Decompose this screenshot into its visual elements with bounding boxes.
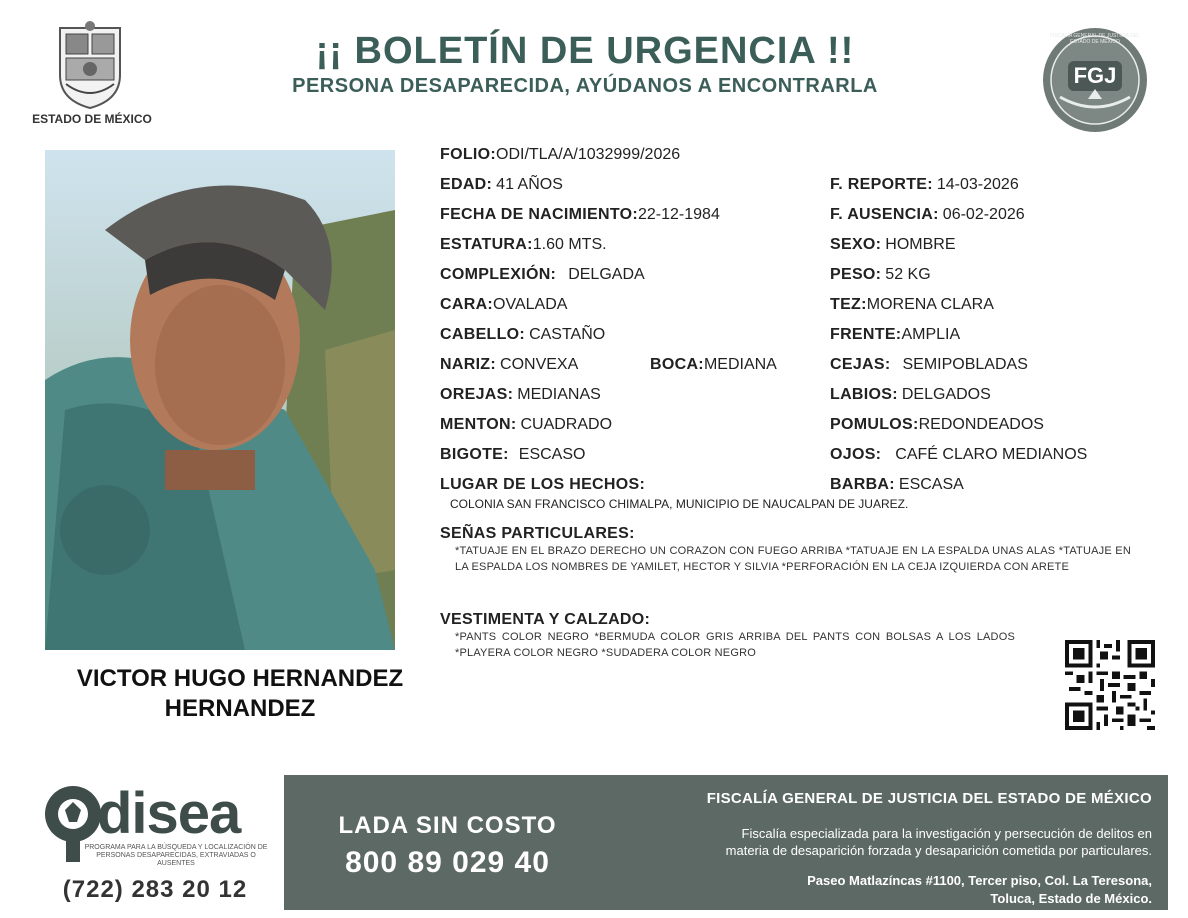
field-label: CEJAS:	[830, 356, 891, 373]
field-value: 06-02-2026	[942, 206, 1025, 223]
field-labios	[830, 385, 991, 405]
field-value: SEMIPOBLADAS	[902, 356, 1028, 373]
field-value: DELGADOS	[901, 386, 991, 403]
field-value: DELGADA	[568, 266, 645, 283]
fgj-logo-text: FGJ	[1073, 63, 1117, 88]
odisea-wordmark: disea	[97, 781, 241, 846]
estado-de-mexico-coat-of-arms	[50, 20, 130, 110]
odisea-phone[interactable]: (722) 283 20 12	[62, 876, 248, 903]
field-value: ODI/TLA/A/1032999/2026	[496, 146, 681, 163]
field-value: 52 KG	[885, 266, 931, 283]
field-label: OJOS:	[830, 446, 882, 463]
field-label: FRENTE:	[830, 326, 902, 343]
field-label: FECHA DE NACIMIENTO:	[440, 206, 638, 223]
field-barba	[830, 475, 964, 495]
field-value: MEDIANA	[703, 356, 777, 373]
field-cara	[440, 295, 567, 315]
field-cabello	[440, 325, 605, 345]
field-value: MEDIANAS	[517, 386, 601, 403]
field-label: LABIOS:	[830, 386, 898, 403]
fgj-logo-ring-text: FISCALÍA GENERAL DE JUSTICIA DEL ESTADO DE MÉXICO	[1050, 33, 1140, 45]
field-value: OVALADA	[493, 296, 568, 313]
field-label: BIGOTE:	[440, 446, 509, 463]
field-label: ESTATURA:	[440, 236, 533, 253]
field-lugar-value: COLONIA SAN FRANCISCO CHIMALPA, MUNICIPIO DE NAUCALPAN DE JUAREZ.	[450, 497, 909, 511]
field-label: F. AUSENCIA:	[830, 206, 939, 223]
field-edad	[440, 175, 563, 195]
field-menton	[440, 415, 612, 435]
name-line-1: VICTOR HUGO HERNANDEZ	[76, 665, 404, 692]
field-label: SEXO:	[830, 236, 882, 253]
field-value: CONVEXA	[500, 356, 579, 373]
field-value: 41 AÑOS	[496, 176, 563, 193]
field-value: 1.60 MTS.	[532, 236, 607, 253]
field-value: HOMBRE	[885, 236, 956, 253]
odisea-logo	[35, 782, 275, 872]
field-label: BARBA:	[830, 476, 895, 493]
name-line-2: HERNANDEZ	[164, 695, 316, 722]
fiscalia-address	[600, 872, 1152, 908]
field-folio	[440, 145, 680, 165]
field-value: 22-12-1984	[638, 206, 720, 223]
field-label: POMULOS:	[830, 416, 919, 433]
field-ojos	[830, 445, 1087, 465]
field-label: OREJAS:	[440, 386, 514, 403]
field-label: EDAD:	[440, 176, 493, 193]
field-estatura	[440, 235, 607, 255]
field-value: ESCASA	[898, 476, 964, 493]
field-label: TEZ:	[830, 296, 867, 313]
qr-code[interactable]	[1064, 640, 1156, 730]
field-pomulos	[830, 415, 1044, 435]
field-complexion	[440, 265, 645, 285]
field-value: REDONDEADOS	[918, 416, 1044, 433]
missing-person-photo	[45, 150, 395, 650]
lada-label: LADA SIN COSTO	[338, 812, 557, 839]
state-label: ESTADO DE MÉXICO	[32, 112, 152, 126]
senas-text: *TATUAJE EN EL BRAZO DERECHO UN CORAZON CON FUEGO ARRIBA *TATUAJE EN LA ESPALDA UNAS ALAS *TATUAJE EN LA ESPALDA LOS NOMBRES DE YAMILET, HECTOR Y SILVIA *PERFORACIÓN EN LA CEJA IZQUIERDA CON ARETE	[455, 545, 1131, 573]
missing-person-name	[30, 664, 450, 724]
field-label: MENTON:	[440, 416, 517, 433]
lada-phone-number[interactable]: 800 89 029 40	[345, 846, 550, 879]
bulletin-title: ¡¡ BOLETÍN DE URGENCIA !!	[315, 30, 855, 72]
field-value: 14-03-2026	[936, 176, 1019, 193]
vestimenta-title: VESTIMENTA Y CALZADO:	[440, 611, 651, 628]
fiscalia-desc-line-2: materia de desaparición forzada y desaparición cometida por particulares.	[725, 843, 1152, 858]
fiscalia-description	[600, 825, 1152, 859]
field-fecha-nacimiento	[440, 205, 720, 225]
address-line-1: Paseo Matlazíncas #1100, Tercer piso, Col. La Teresona,	[807, 873, 1152, 888]
field-label: COMPLEXIÓN:	[440, 266, 557, 283]
field-value: MORENA CLARA	[866, 296, 994, 313]
vestimenta-text: *PANTS COLOR NEGRO *BERMUDA COLOR GRIS ARRIBA DEL PANTS CON BOLSAS A LOS LADOS *PLAYERA COLOR NEGRO *SUDADERA COLOR NEGRO	[455, 631, 1015, 659]
field-label: LUGAR DE LOS HECHOS:	[440, 476, 646, 493]
bulletin-subtitle: PERSONA DESAPARECIDA, AYÚDANOS A ENCONTRARLA	[292, 75, 878, 97]
field-label: PESO:	[830, 266, 882, 283]
field-label: FOLIO:	[440, 146, 497, 163]
field-value: CASTAÑO	[529, 326, 606, 343]
field-value: AMPLIA	[901, 326, 961, 343]
field-label: BOCA:	[650, 356, 704, 373]
fgj-seal-logo	[1040, 25, 1150, 135]
field-value: CAFÉ CLARO MEDIANOS	[895, 446, 1088, 463]
field-label: CARA:	[440, 296, 494, 313]
field-value: CUADRADO	[520, 416, 613, 433]
field-lugar-label	[440, 475, 645, 495]
field-label: F. REPORTE:	[830, 176, 933, 193]
field-boca	[650, 355, 777, 375]
field-value: ESCASO	[518, 446, 586, 463]
field-f-ausencia	[830, 205, 1025, 225]
senas-title: SEÑAS PARTICULARES:	[440, 525, 635, 542]
field-frente	[830, 325, 960, 345]
field-tez	[830, 295, 994, 315]
field-f-reporte	[830, 175, 1019, 195]
address-line-2: Toluca, Estado de México.	[990, 891, 1152, 906]
field-orejas	[440, 385, 601, 405]
field-label: CABELLO:	[440, 326, 526, 343]
field-nariz	[440, 355, 578, 375]
fiscalia-desc-line-1: Fiscalía especializada para la investigación y persecución de delitos en	[741, 826, 1152, 841]
fiscalia-title: FISCALÍA GENERAL DE JUSTICIA DEL ESTADO DE MÉXICO	[706, 790, 1152, 807]
field-peso	[830, 265, 931, 285]
field-sexo	[830, 235, 956, 255]
field-cejas	[830, 355, 1028, 375]
field-label: NARIZ:	[440, 356, 497, 373]
odisea-tagline: PROGRAMA PARA LA BÚSQUEDA Y LOCALIZACIÓN DE PERSONAS DESAPARECIDAS, EXTRAVIADAS O AUSENTES	[84, 844, 268, 867]
field-bigote	[440, 445, 585, 465]
